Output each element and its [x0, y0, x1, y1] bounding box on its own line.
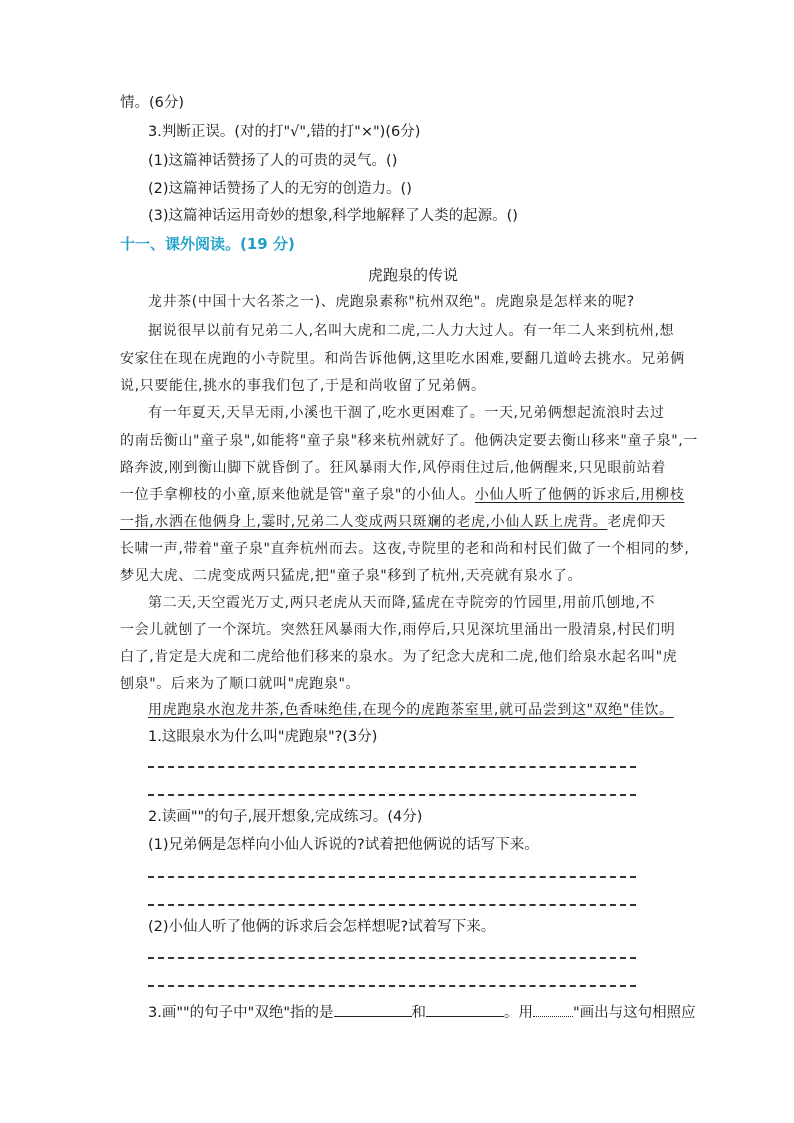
passage-p2-line1: 据说很早以前有兄弟二人,名叫大虎和二虎,二人力大过人。有一年二人来到杭州,想 [148, 323, 675, 339]
question-2-part-1: (1)兄弟俩是怎样向小仙人诉说的?试着把他俩说的话写下来。 [148, 837, 539, 853]
answer-line-1[interactable] [148, 766, 636, 768]
passage-p3-line7: 梦见大虎、二虎变成两只猛虎,把"童子泉"移到了杭州,天亮就有泉水了。 [120, 568, 583, 584]
fill-blank-2[interactable] [426, 1002, 504, 1017]
question-1: 1.这眼泉水为什么叫"虎跑泉"?(3分) [148, 729, 378, 745]
passage-p3-line2: 的南岳衡山"童子泉",如能将"童子泉"移来杭州就好了。他俩决定要去衡山移来"童子泉",一 [120, 433, 698, 449]
passage-p4-line2: 一会儿就刨了一个深坑。突然狂风暴雨大作,雨停后,只见深坑里涌出一股清泉,村民们明 [120, 622, 676, 638]
passage-p2-line2: 安家住在现在虎跑的小寺院里。和尚告诉他俩,这里吃水困难,要翻几道岭去挑水。兄弟俩 [120, 351, 685, 367]
statement-3: (3)这篇神话运用奇妙的想象,科学地解释了人类的起源。() [148, 208, 518, 224]
question-3-text-d: "画出与这句相照应 [573, 1005, 696, 1021]
passage-p2-line3: 说,只要能住,挑水的事我们包了,于是和尚收留了兄弟俩。 [120, 378, 486, 394]
statement-2: (2)这篇神话赞扬了人的无穷的创造力。() [148, 181, 412, 197]
answer-line-3[interactable] [148, 876, 636, 878]
passage-p3-line6: 长啸一声,带着"童子泉"直奔杭州而去。这夜,寺院里的老和尚和村民们做了一个相同的梦, [120, 541, 690, 557]
passage-p3-line4 [120, 485, 684, 505]
underlined-sentence-end: 一指,水洒在他俩身上,霎时,兄弟二人变成两只斑斓的老虎,小仙人跃上虎背。 [120, 514, 608, 530]
section-heading: 十一、课外阅读。(19 分) [120, 235, 295, 253]
passage-p3-line4-plain: 一位手拿柳枝的小童,原来他就是管"童子泉"的小仙人。 [120, 487, 475, 503]
dotted-underline-sample [533, 1002, 573, 1017]
question-3 [148, 1002, 696, 1023]
passage-p3-line5 [120, 512, 666, 532]
statement-1: (1)这篇神话赞扬了人的可贵的灵气。() [148, 153, 398, 169]
passage-p3-line3: 路奔波,刚到衡山脚下就昏倒了。狂风暴雨大作,风停雨住过后,他俩醒来,只见眼前站着 [120, 460, 666, 476]
question-2: 2.读画""的句子,展开想象,完成练习。(4分) [148, 809, 423, 825]
question-2-part-2: (2)小仙人听了他俩的诉求后会怎样想呢?试着写下来。 [148, 919, 496, 935]
passage-title: 虎跑泉的传说 [368, 266, 459, 284]
underlined-sentence-start: 小仙人听了他俩的诉求后,用柳枝 [474, 487, 685, 503]
fill-blank-1[interactable] [334, 1002, 412, 1017]
question-3-true-false: 3.判断正误。(对的打"√",错的打"×")(6分) [148, 124, 421, 140]
line-score-6: 情。(6分) [120, 95, 185, 111]
answer-line-2[interactable] [148, 794, 636, 796]
question-3-text-a: 3.画""的句子中"双绝"指的是 [148, 1005, 334, 1021]
passage-p3-line5-plain: 老虎仰天 [607, 514, 666, 530]
passage-p5-underlined: 用虎跑泉水泡龙井茶,色香味绝佳,在现今的虎跑茶室里,就可品尝到这"双绝"佳饮。 [148, 702, 674, 718]
passage-p4-line3: 白了,肯定是大虎和二虎给他们移来的泉水。为了纪念大虎和二虎,他们给泉水起名叫"虎 [120, 649, 678, 665]
answer-line-5[interactable] [148, 957, 636, 959]
question-3-text-c: 。用 [504, 1005, 534, 1021]
answer-line-6[interactable] [148, 985, 636, 987]
passage-p3-line1: 有一年夏天,天旱无雨,小溪也干涸了,吃水更困难了。一天,兄弟俩想起流浪时去过 [148, 405, 665, 421]
answer-line-4[interactable] [148, 904, 636, 906]
question-3-text-b: 和 [411, 1005, 427, 1021]
passage-p1: 龙井茶(中国十大名茶之一)、虎跑泉素称"杭州双绝"。虎跑泉是怎样来的呢? [148, 294, 635, 310]
passage-p4-line4: 刨泉"。后来为了顺口就叫"虎跑泉"。 [120, 676, 361, 692]
passage-p4-line1: 第二天,天空霞光万丈,两只老虎从天而降,猛虎在寺院旁的竹园里,用前爪刨地,不 [148, 595, 656, 611]
